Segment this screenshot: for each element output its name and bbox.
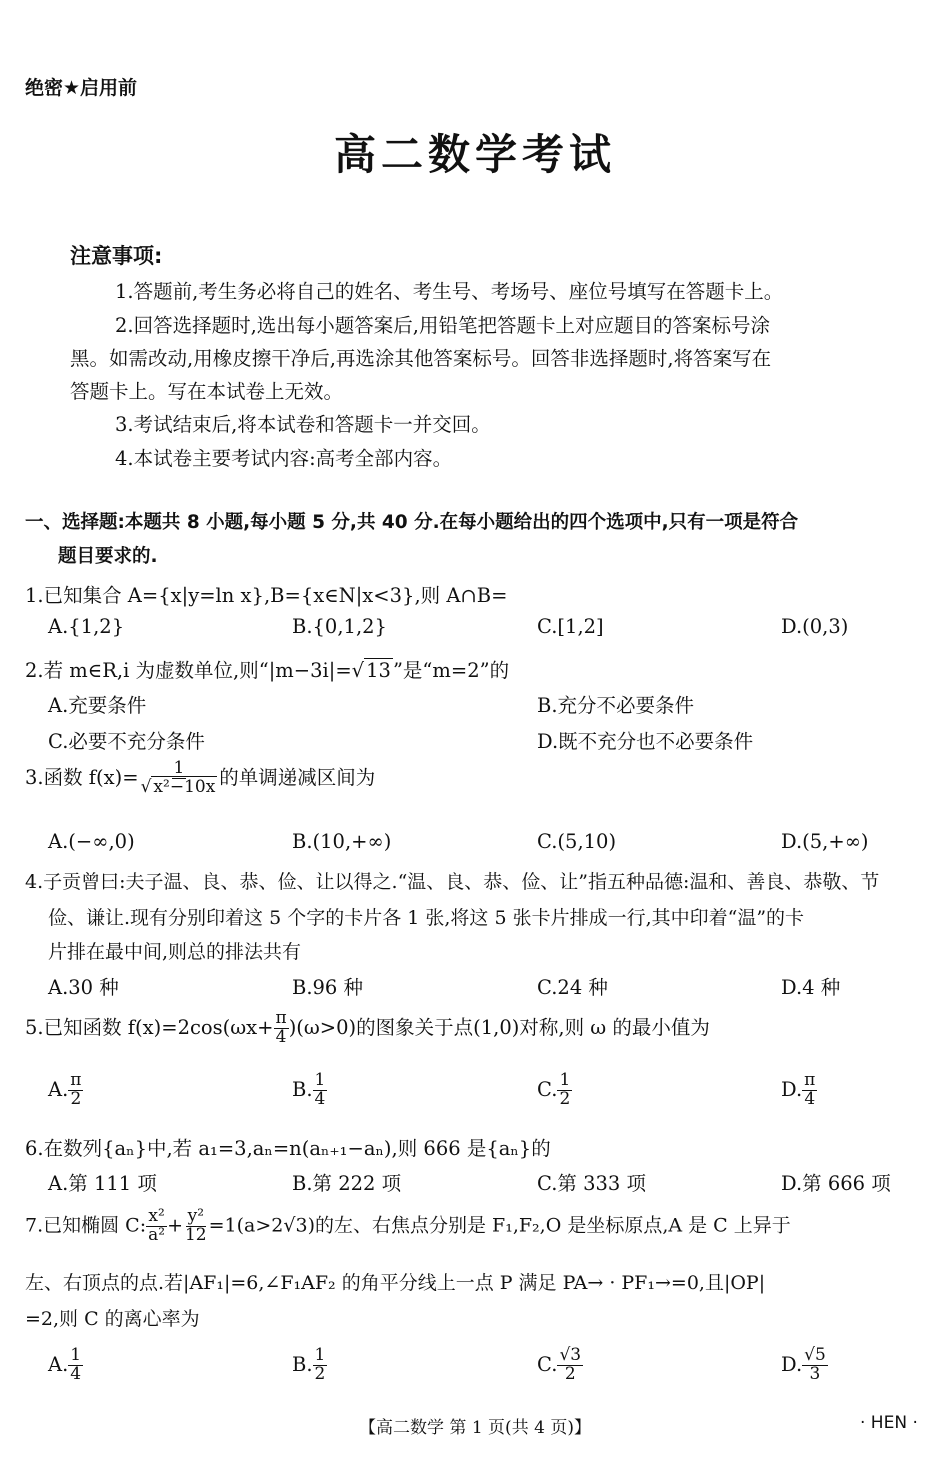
section-heading-line-1: 一、选择题:本题共 8 小题,每小题 5 分,共 40 分.在每小题给出的四个选项中,只有一项是符合 bbox=[25, 512, 799, 533]
q7-option-d bbox=[781, 1347, 828, 1384]
note-2-line-2: 黑。如需改动,用橡皮擦干净后,再选涂其他答案标号。回答非选择题时,将答案写在 bbox=[70, 347, 772, 370]
q3-fraction: $\frac{1}{\text{√ x²−10x}}$ bbox=[140, 758, 216, 797]
q5-stem bbox=[25, 1010, 710, 1047]
q7-fraction-2 bbox=[183, 1208, 209, 1245]
q5-stem-part-2: )(ω>0)的图象关于点(1,0)对称,则 ω 的最小值为 bbox=[288, 1015, 710, 1039]
q7-option-c-num: √3 bbox=[559, 1345, 582, 1365]
q7-plus: + bbox=[167, 1214, 183, 1237]
q7-option-b-den: 2 bbox=[314, 1363, 326, 1384]
q5-option-a-label: A. bbox=[48, 1077, 69, 1101]
q5-option-d-num: π bbox=[804, 1070, 816, 1090]
note-1: 1.答题前,考生务必将自己的姓名、考生号、考场号、座位号填写在答题卡上。 bbox=[115, 280, 784, 303]
q7-option-d-den: 3 bbox=[809, 1363, 821, 1384]
q3-option-a: A.(−∞,0) bbox=[48, 830, 135, 853]
q7-option-a-den: 4 bbox=[70, 1363, 82, 1384]
q7-stem-part-2: =1(a>2√3)的左、右焦点分别是 F₁,F₂,O 是坐标原点,A 是 C 上异于 bbox=[208, 1214, 791, 1237]
q3-option-d: D.(5,+∞) bbox=[781, 830, 869, 853]
q7-stem-line-2: 左、右顶点的点.若|AF₁|=6,∠F₁AF₂ 的角平分线上一点 P 满足 PA→ · PF₁→=0,且|OP| bbox=[25, 1272, 766, 1294]
paper-code: · HEN · bbox=[860, 1413, 918, 1433]
q2-stem-part-1: 2.若 m∈R,i 为虚数单位,则“|m−3i|= bbox=[25, 659, 352, 682]
page-footer: 【高二数学 第 1 页(共 4 页)】 bbox=[359, 1418, 591, 1438]
q3-stem-part-2: 的单调递减区间为 bbox=[219, 765, 376, 789]
note-2-line-1: 2.回答选择题时,选出每小题答案后,用铅笔把答题卡上对应题目的答案标号涂 bbox=[115, 314, 771, 337]
q1-option-a: A.{1,2} bbox=[48, 615, 125, 638]
q5-option-b-label: B. bbox=[292, 1077, 313, 1101]
q5-fraction bbox=[274, 1010, 289, 1047]
q7-option-b-label: B. bbox=[292, 1352, 313, 1376]
q6-option-a: A.第 111 项 bbox=[48, 1172, 157, 1195]
q5-option-d-label: D. bbox=[781, 1077, 803, 1101]
q7-option-c-label: C. bbox=[537, 1352, 558, 1376]
q5-option-b bbox=[292, 1072, 327, 1109]
q5-option-a-den: 2 bbox=[70, 1088, 82, 1109]
q5-fraction-denominator: 4 bbox=[275, 1026, 287, 1047]
q7-fraction-1-num: x² bbox=[148, 1206, 165, 1226]
q7-fraction-1 bbox=[146, 1208, 167, 1245]
q7-option-d-label: D. bbox=[781, 1352, 803, 1376]
q7-option-a-num: 1 bbox=[70, 1345, 82, 1365]
q1-option-d: D.(0,3) bbox=[781, 615, 849, 638]
q7-option-c bbox=[537, 1347, 583, 1384]
q2-option-b: B.充分不必要条件 bbox=[537, 694, 695, 717]
q5-option-b-den: 4 bbox=[314, 1088, 326, 1109]
q5-stem-part-1: 5.已知函数 f(x)=2cos(ωx+ bbox=[25, 1015, 274, 1039]
q3-fraction-numerator: 1 bbox=[173, 758, 185, 778]
q5-option-b-num: 1 bbox=[314, 1070, 326, 1090]
q5-option-c-num: 1 bbox=[559, 1070, 571, 1090]
q7-fraction-2-num: y² bbox=[187, 1206, 205, 1226]
q7-option-b bbox=[292, 1347, 327, 1384]
q7-option-a-label: A. bbox=[48, 1352, 69, 1376]
q7-stem-line-3: =2,则 C 的离心率为 bbox=[25, 1308, 200, 1330]
q5-option-d-den: 4 bbox=[804, 1088, 816, 1109]
q5-option-d bbox=[781, 1072, 817, 1109]
q7-option-b-num: 1 bbox=[314, 1345, 326, 1365]
q7-option-d-num: √5 bbox=[804, 1345, 826, 1365]
q7-fraction-2-den: 12 bbox=[184, 1224, 207, 1245]
note-4: 4.本试卷主要考试内容:高考全部内容。 bbox=[115, 447, 453, 470]
q5-option-c bbox=[537, 1072, 572, 1109]
q2-stem: 2.若 m∈R,i 为虚数单位,则“|m−3i|=√ 13 ”是“m=2”的 bbox=[25, 659, 510, 682]
q3-option-b: B.(10,+∞) bbox=[292, 830, 392, 853]
q2-option-a: A.充要条件 bbox=[48, 694, 147, 717]
q7-stem-part-1: 7.已知椭圆 C: bbox=[25, 1214, 147, 1237]
q6-option-c: C.第 333 项 bbox=[537, 1172, 647, 1195]
q7-option-a bbox=[48, 1347, 83, 1384]
q4-option-d: D.4 种 bbox=[781, 976, 841, 999]
note-2-line-3: 答题卡上。写在本试卷上无效。 bbox=[70, 380, 344, 403]
confidential-label: 绝密★启用前 bbox=[25, 77, 138, 99]
q4-stem-line-2: 俭、谦让.现有分别印着这 5 个字的卡片各 1 张,将这 5 张卡片排成一行,其中印着“温”的卡 bbox=[48, 907, 805, 929]
q4-option-a: A.30 种 bbox=[48, 976, 119, 999]
q7-stem-line-1 bbox=[25, 1208, 791, 1245]
q5-option-a bbox=[48, 1072, 83, 1109]
q1-option-b: B.{0,1,2} bbox=[292, 615, 387, 638]
q1-stem: 1.已知集合 A={x|y=ln x},B={x∈N|x<3},则 A∩B= bbox=[25, 584, 508, 607]
q2-stem-part-2: ”是“m=2”的 bbox=[392, 659, 510, 682]
note-3: 3.考试结束后,将本试卷和答题卡一并交回。 bbox=[115, 413, 491, 436]
q5-option-c-label: C. bbox=[537, 1077, 558, 1101]
q5-fraction-numerator: π bbox=[275, 1008, 287, 1028]
q7-option-c-den: 2 bbox=[564, 1363, 576, 1384]
q4-stem-line-1: 4.子贡曾曰:夫子温、良、恭、俭、让以得之.“温、良、恭、俭、让”指五种品德:温和、善良、恭敬、节 bbox=[25, 871, 880, 893]
q3-stem-part-1: 3.函数 f(x)= bbox=[25, 765, 139, 789]
q3-option-c: C.(5,10) bbox=[537, 830, 617, 853]
q3-fraction-denominator: x²−10x bbox=[153, 776, 216, 797]
q4-stem-line-3: 片排在最中间,则总的排法共有 bbox=[48, 941, 302, 963]
exam-title: 高二数学考试 bbox=[333, 130, 616, 179]
q5-option-c-den: 2 bbox=[559, 1088, 571, 1109]
q7-fraction-1-den: a² bbox=[148, 1224, 166, 1245]
q6-option-b: B.第 222 项 bbox=[292, 1172, 402, 1195]
q2-stem-radicand: 13 bbox=[366, 659, 391, 682]
q6-stem: 6.在数列{aₙ}中,若 a₁=3,aₙ=n(aₙ₊₁−aₙ),则 666 是{aₙ}的 bbox=[25, 1137, 551, 1160]
q3-stem bbox=[25, 760, 375, 797]
section-heading-line-2: 题目要求的. bbox=[58, 546, 158, 567]
q2-option-d: D.既不充分也不必要条件 bbox=[537, 730, 754, 753]
q4-option-c: C.24 种 bbox=[537, 976, 608, 999]
q5-option-a-num: π bbox=[70, 1070, 82, 1090]
q6-option-d: D.第 666 项 bbox=[781, 1172, 891, 1195]
q2-option-c: C.必要不充分条件 bbox=[48, 730, 205, 753]
q1-option-c: C.[1,2] bbox=[537, 615, 604, 638]
q4-option-b: B.96 种 bbox=[292, 976, 364, 999]
notes-heading: 注意事项: bbox=[70, 244, 163, 268]
